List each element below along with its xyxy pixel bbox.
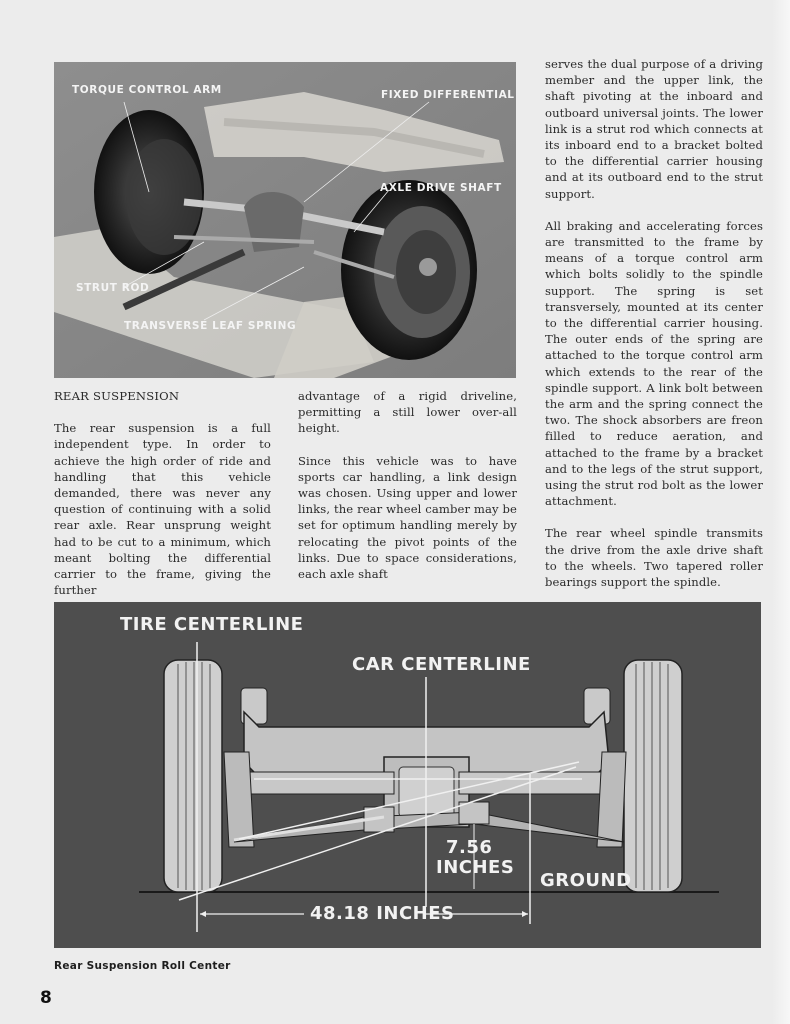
label-car-centerline: CAR CENTERLINE: [352, 654, 531, 675]
label-height-unit: INCHES: [436, 857, 515, 878]
paragraph: All braking and accelerating forces are transmitted to the frame by means of a torque control arm which bolts solidly to the spindle support. The spring is set transversely, mounted at its center to the differential carrier housing. The outer ends of the spring are attached to the torque control arm which extends to the rear of the spindle support. A link bolt between the arm and the spring connect the two. The shock absorbers are freon filled to reduce aeration, and attached to the frame by a bracket and to the legs of the strut support, using the strut rod bolt as the lower attachment.: [545, 218, 763, 509]
label-tire-centerline: TIRE CENTERLINE: [120, 614, 304, 635]
paragraph: The rear wheel spindle transmits the drive from the axle drive shaft to the wheels. Two tapered roller bearings support the spindle.: [545, 526, 763, 590]
rear-suspension-photo: [54, 62, 516, 378]
text-column-1: [54, 388, 271, 614]
callout-fixed-differential: FIXED DIFFERENTIAL: [381, 89, 515, 101]
callout-strut-rod: STRUT ROD: [76, 282, 150, 294]
paragraph: advantage of a rigid driveline, permitting a still lower over-all height.: [298, 389, 517, 436]
roll-center-diagram: [54, 602, 761, 948]
callout-transverse-leaf-spring: TRANSVERSE LEAF SPRING: [124, 320, 297, 332]
page-edge: [772, 0, 790, 1024]
paragraph: The rear suspension is a full independent type. In order to achieve the high order of ride and handling that this vehicle demanded, there was never any question of continuing with a solid rear axle. Rear unsprung weight had to be cut to a minimum, which meant bolting the differential carrier to the frame, giving the further: [54, 421, 271, 598]
text-column-3: [545, 56, 763, 606]
callout-torque-control-arm: TORQUE CONTROL ARM: [72, 84, 222, 96]
label-width-measure: 48.18 INCHES: [310, 903, 455, 924]
page-number: 8: [40, 988, 52, 1008]
figure-caption: Rear Suspension Roll Center: [54, 960, 231, 972]
callout-axle-drive-shaft: AXLE DRIVE SHAFT: [380, 182, 502, 194]
label-ground: GROUND: [540, 870, 632, 891]
section-heading: REAR SUSPENSION: [54, 389, 180, 403]
text-column-2: [298, 388, 517, 598]
paragraph: Since this vehicle was to have sports car handling, a link design was chosen. Using upper and lower links, the rear wheel camber may be set for optimum handling merely by relocating the pivot points of the links. Due to space considerations, each axle shaft: [298, 453, 517, 582]
label-height-value: 7.56: [446, 837, 493, 858]
paragraph: serves the dual purpose of a driving member and the upper link, the shaft pivoting at the inboard and outboard universal joints. The lower link is a strut rod which connects at its inboard end to a bracket bolted to the differential carrier housing and at its outboard end to the strut support.: [545, 57, 763, 201]
